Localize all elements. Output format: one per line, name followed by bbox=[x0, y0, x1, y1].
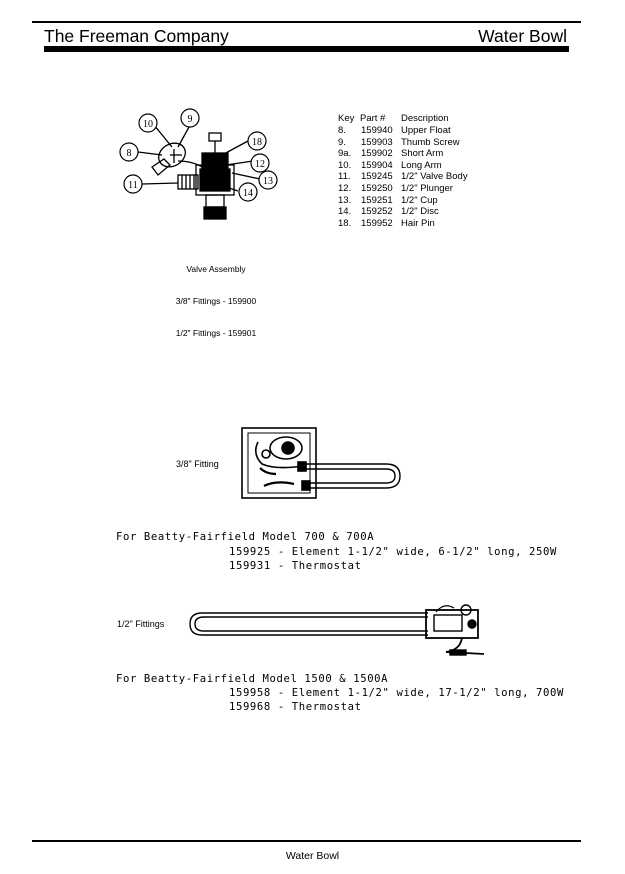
valve-caption-title: Valve Assembly bbox=[186, 264, 246, 274]
valve-assembly-diagram bbox=[112, 103, 292, 228]
row-desc: 1/2" Plunger bbox=[401, 182, 453, 194]
row-desc: 1/2" Disc bbox=[401, 206, 439, 218]
table-row bbox=[338, 160, 468, 172]
large-heater-thermostat-line: 159968 - Thermostat bbox=[229, 701, 362, 713]
row-part: 159245 bbox=[361, 171, 393, 183]
small-heater-label: 3/8" Fitting bbox=[176, 459, 219, 469]
row-part: 159952 bbox=[361, 217, 393, 229]
company-name: The Freeman Company bbox=[44, 26, 229, 46]
small-heater-model-line: For Beatty-Fairfield Model 700 & 700A bbox=[116, 531, 375, 543]
row-key: 18. bbox=[338, 217, 352, 229]
header-top-rule bbox=[32, 21, 581, 23]
row-key: 8. bbox=[338, 125, 346, 136]
table-row bbox=[338, 125, 468, 137]
table-row bbox=[338, 195, 468, 207]
small-heater-diagram bbox=[236, 424, 406, 504]
parts-table-header bbox=[338, 113, 449, 124]
large-heater-model-line: For Beatty-Fairfield Model 1500 & 1500A bbox=[116, 673, 389, 685]
footer-rule bbox=[32, 840, 581, 842]
header-bottom-rule bbox=[44, 46, 569, 52]
table-row bbox=[338, 183, 468, 195]
col-part: Part # bbox=[360, 113, 386, 124]
row-part: 159250 bbox=[361, 182, 393, 194]
valve-caption-12: 1/2" Fittings - 159901 bbox=[175, 328, 257, 338]
row-part: 159902 bbox=[361, 148, 393, 160]
row-part: 159903 bbox=[361, 136, 393, 148]
callout-18: 18 bbox=[252, 137, 262, 148]
row-key: 10. bbox=[338, 159, 352, 171]
table-row bbox=[338, 137, 468, 149]
col-key: Key bbox=[338, 113, 355, 124]
valve-caption bbox=[146, 244, 286, 348]
row-desc: Long Arm bbox=[401, 159, 442, 171]
footer-title: Water Bowl bbox=[285, 850, 340, 862]
callout-9: 9 bbox=[187, 114, 193, 125]
row-part: 159940 bbox=[361, 125, 393, 136]
col-description: Description bbox=[401, 113, 449, 124]
row-key: 14. bbox=[338, 206, 352, 218]
table-row bbox=[338, 218, 468, 230]
large-heater-diagram bbox=[184, 600, 494, 660]
small-heater-thermostat-line: 159931 - Thermostat bbox=[229, 560, 362, 572]
row-desc: 1/2" Valve Body bbox=[401, 171, 468, 183]
callout-8: 8 bbox=[126, 148, 132, 159]
row-desc: Thumb Screw bbox=[401, 136, 460, 148]
page-subject: Water Bowl bbox=[478, 26, 567, 46]
row-desc: Hair Pin bbox=[401, 217, 435, 229]
callout-14: 14 bbox=[243, 188, 253, 199]
row-key: 12. bbox=[338, 182, 352, 194]
row-desc: 1/2" Cup bbox=[401, 194, 438, 206]
table-row bbox=[338, 171, 468, 183]
parts-table bbox=[338, 125, 468, 229]
callout-12: 12 bbox=[255, 159, 265, 170]
callout-13: 13 bbox=[263, 176, 273, 187]
large-heater-element-line: 159958 - Element 1-1/2" wide, 17-1/2" long, 700W bbox=[229, 687, 564, 699]
row-key: 11. bbox=[338, 171, 351, 183]
small-heater-element-line: 159925 - Element 1-1/2" wide, 6-1/2" long, 250W bbox=[229, 546, 557, 558]
table-row bbox=[338, 206, 468, 218]
table-row bbox=[338, 148, 468, 160]
row-part: 159904 bbox=[361, 159, 393, 171]
callout-11: 11 bbox=[128, 180, 138, 191]
row-key: 13. bbox=[338, 194, 352, 206]
row-key: 9. bbox=[338, 136, 346, 148]
valve-caption-38: 3/8" Fittings - 159900 bbox=[175, 296, 257, 306]
row-part: 159252 bbox=[361, 206, 393, 218]
callout-10: 10 bbox=[143, 119, 153, 130]
row-desc: Short Arm bbox=[401, 148, 444, 160]
row-desc: Upper Float bbox=[401, 125, 451, 136]
row-key: 9a. bbox=[338, 148, 352, 160]
large-heater-label: 1/2" Fittings bbox=[117, 619, 165, 629]
row-part: 159251 bbox=[361, 194, 393, 206]
